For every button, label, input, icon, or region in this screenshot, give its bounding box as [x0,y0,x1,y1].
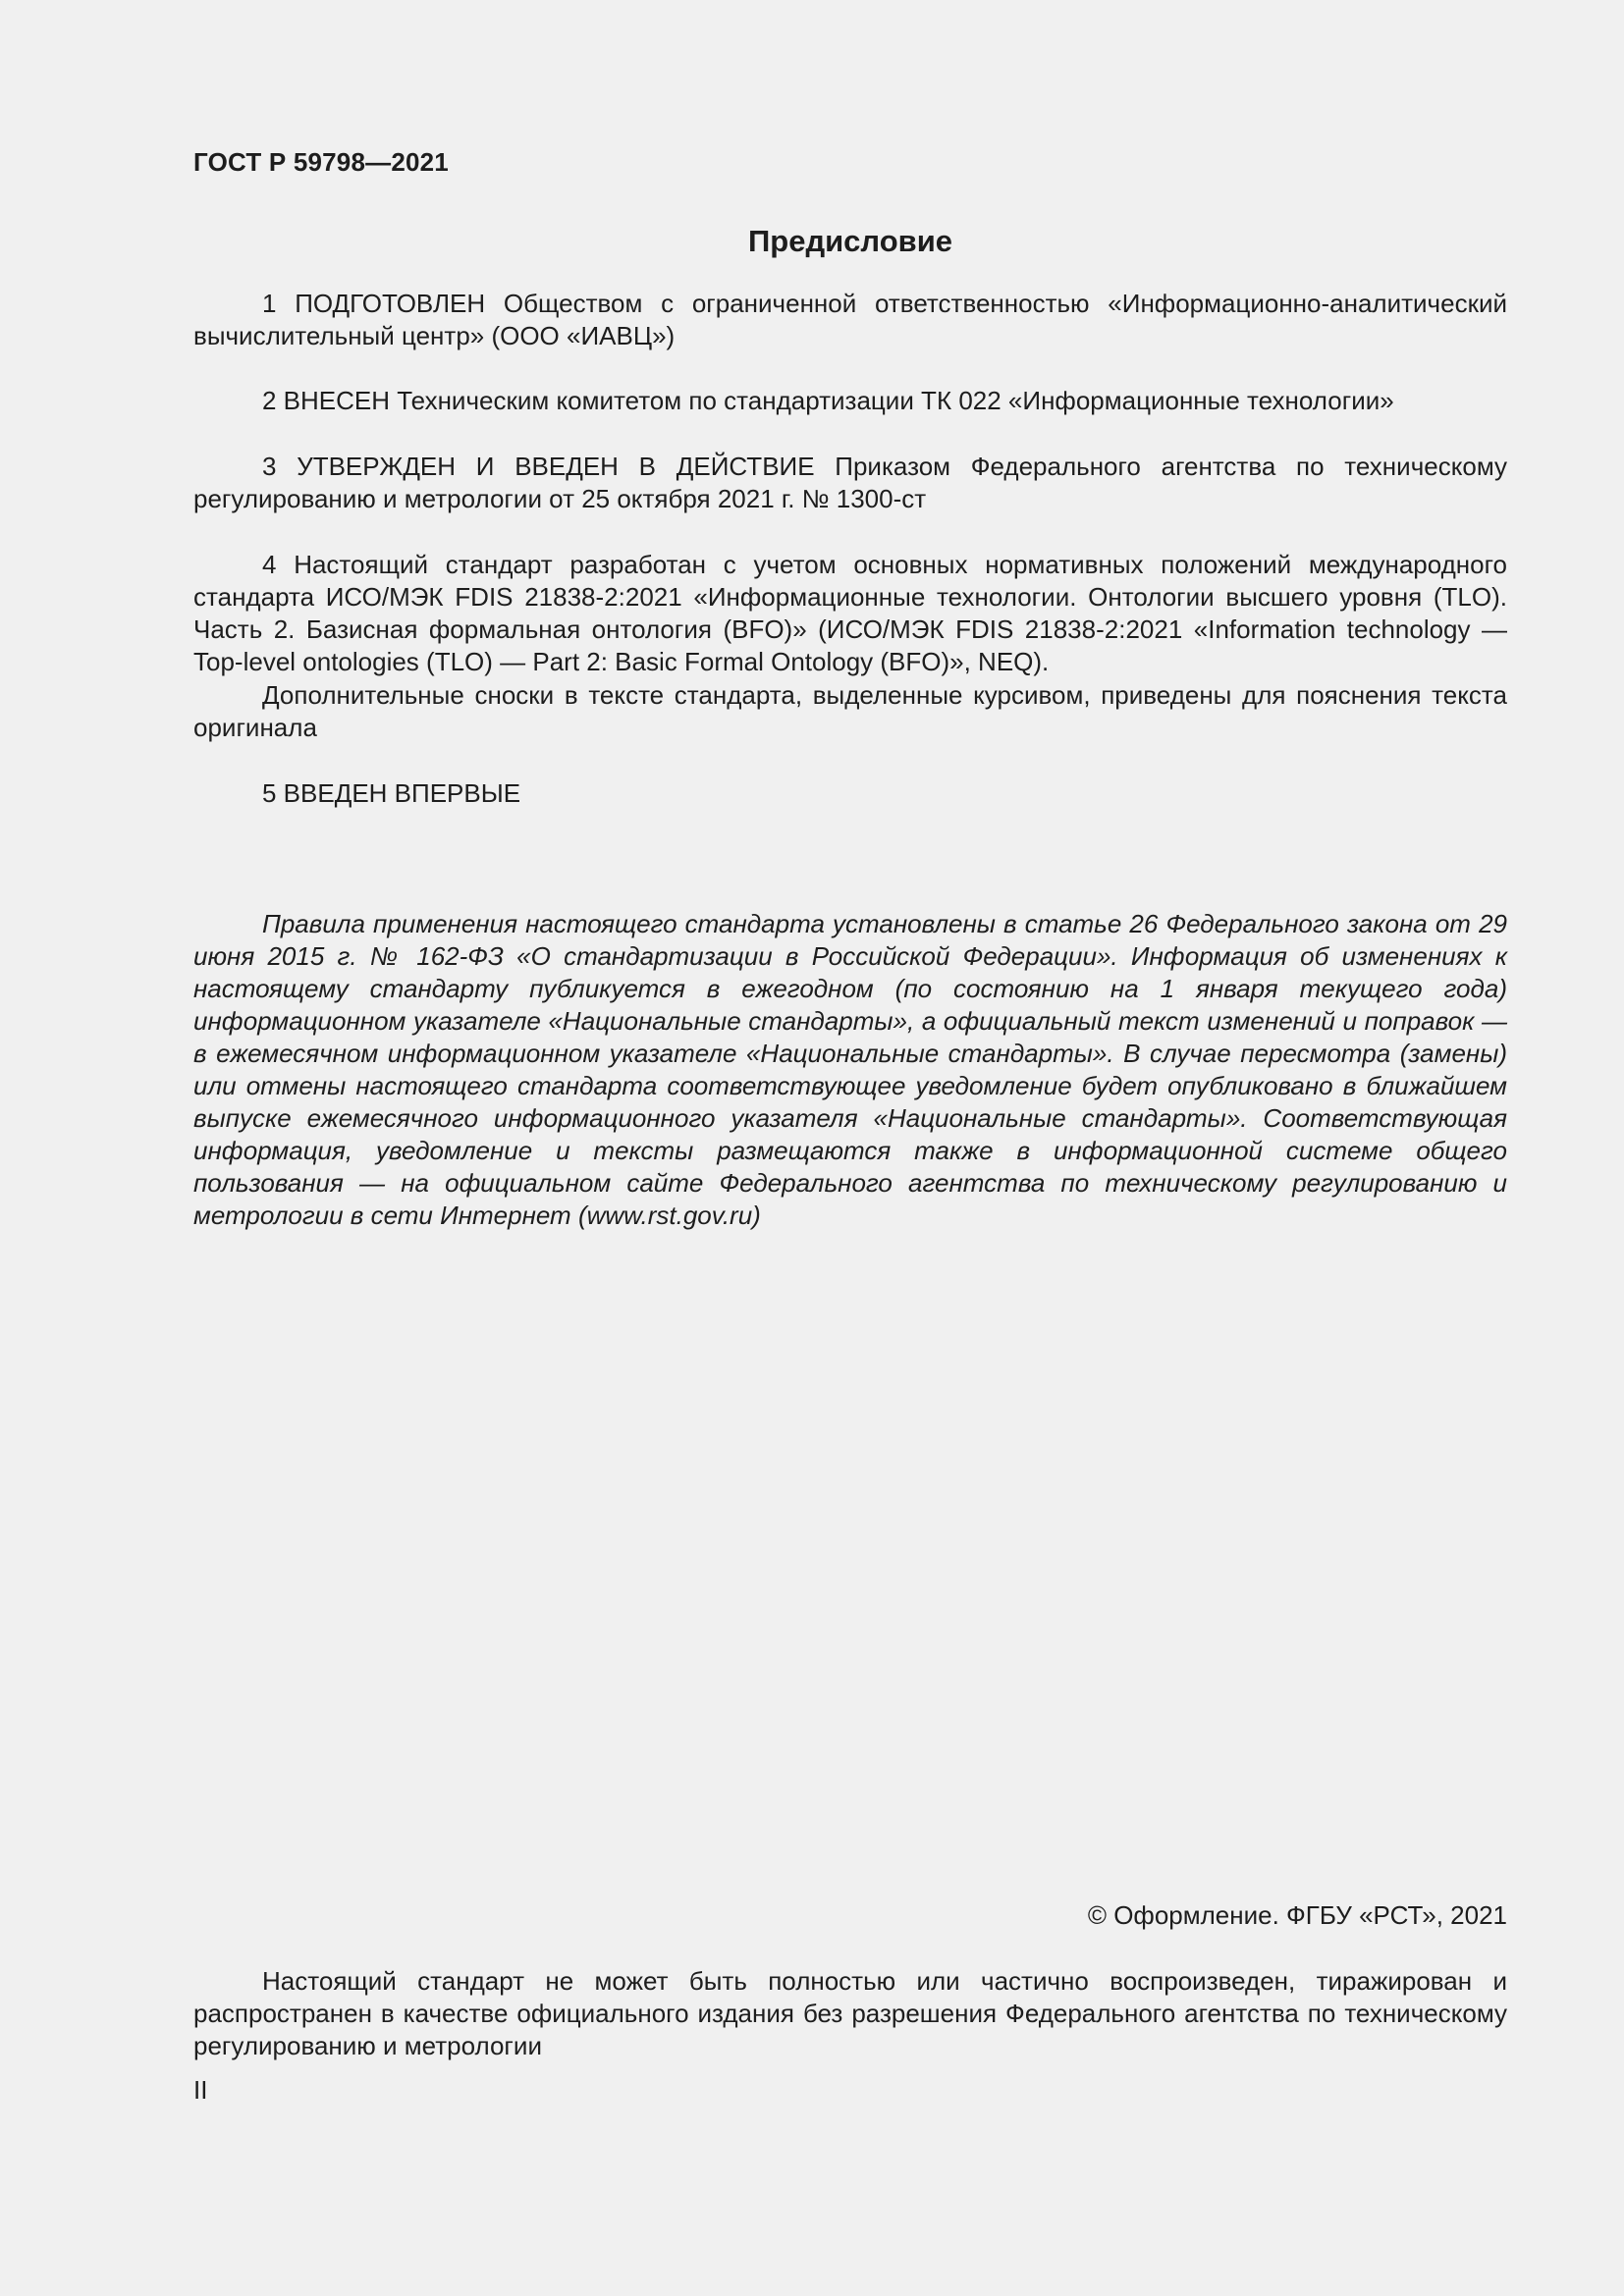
reproduction-notice: Настоящий стандарт не может быть полностью или частично воспроизведен, тиражирован и распространен в качестве официального издания без разрешения Федерального агентства по техническому регулированию и метрологии [193,1966,1507,2060]
foreword-item-3: 3 УТВЕРЖДЕН И ВВЕДЕН В ДЕЙСТВИЕ Приказом Федерального агентства по техническому регулированию и метрологии от 25 октября 2021 г. № 1300-ст [193,452,1507,513]
copyright-line: © Оформление. ФГБУ «РСТ», 2021 [1087,1900,1507,1930]
page-number: II [193,2075,208,2105]
foreword-item-5: 5 ВВЕДЕН ВПЕРВЫЕ [262,778,521,808]
foreword-item-4: 4 Настоящий стандарт разработан с учетом основных нормативных положений международного стандарта ИСО/МЭК FDIS 21838-2:2021 «Информационные технологии. Онтологии высшего уровня (TLO). Часть 2. Базисная формальная онтология (BFO)» (ИСО/МЭК FDIS 21838-2:2021 «Information technology — Top-level ontologies (TLO) — Part 2: Basic Formal Ontology (BFO)», NEQ). [193,550,1507,676]
foreword-item-1: 1 ПОДГОТОВЛЕН Обществом с ограниченной ответственностью «Информационно-аналитический вычислительный центр» (ООО «ИАВЦ») [193,289,1507,350]
foreword-item-4-note: Дополнительные сноски в тексте стандарта, выделенные курсивом, приведены для пояснения текста оригинала [193,680,1507,742]
rules-notice: Правила применения настоящего стандарта установлены в статье 26 Федерального закона от 29 июня 2015 г. № 162-ФЗ «О стандартизации в Российской Федерации». Информация об изменениях к настоящему стандарту публикуется в ежегодном (по состоянию на 1 января текущего года) информационном указателе «Национальные стандарты», а официальный текст изменений и поправок — в ежемесячном информационном указателе «Национальные стандарты». В случае пересмотра (замены) или отмены настоящего стандарта соответствующее уведомление будет опубликовано в ближайшем выпуске ежемесячного информационного указателя «Национальные стандарты». Соответствующая информация, уведомление и тексты размещаются также в информационной системе общего пользования — на официальном сайте Федерального агентства по техническому регулированию и метрологии в сети Интернет (www.rst.gov.ru) [193,909,1507,1230]
foreword-item-2: 2 ВНЕСЕН Техническим комитетом по стандартизации ТК 022 «Информационные технологии» [262,386,1394,415]
page-title: Предисловие [747,224,952,258]
document-code: ГОСТ Р 59798—2021 [193,147,449,177]
